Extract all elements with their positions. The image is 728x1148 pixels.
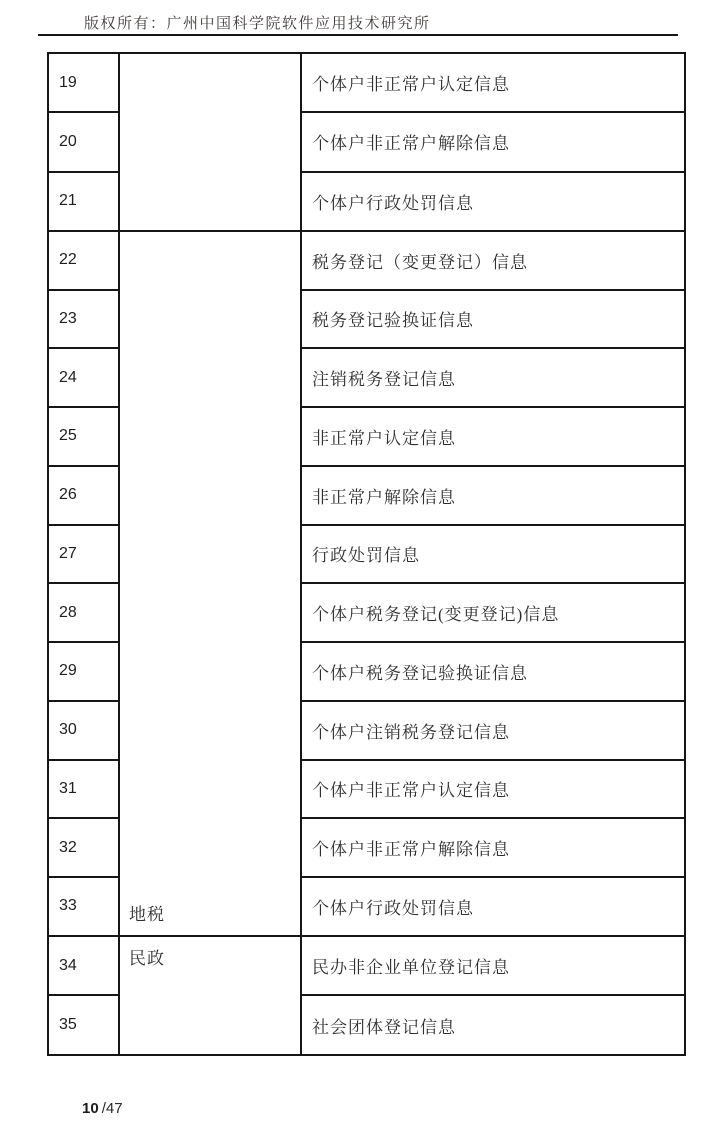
info-cell: 个体户税务登记(变更登记)信息	[302, 584, 684, 643]
info-cell: 社会团体登记信息	[312, 1017, 456, 1037]
row-number-cell: 23	[49, 291, 118, 350]
info-cell: 个体户行政处罚信息	[312, 898, 474, 918]
row-number-cell: 31	[49, 761, 118, 820]
row-number-cell: 20	[49, 113, 118, 172]
row-number-cell: 22	[49, 232, 118, 291]
table-group-continued	[49, 54, 684, 230]
row-number-cell: 26	[49, 467, 118, 526]
row-number-cell: 28	[49, 584, 118, 643]
info-cell: 个体户税务登记验换证信息	[302, 643, 684, 702]
copyright-header: 版权所有：广州中国科学院软件应用技术研究所	[84, 16, 431, 32]
category-cell-dishui	[120, 232, 302, 935]
row-number-cell: 24	[49, 349, 118, 408]
header-rule	[38, 34, 678, 36]
category-label: 地税	[129, 904, 165, 924]
info-cell: 个体户注销税务登记信息	[302, 702, 684, 761]
info-cell: 非正常户解除信息	[302, 467, 684, 526]
info-cell: 个体户行政处罚信息	[312, 193, 474, 213]
row-number-cell: 19	[49, 54, 118, 113]
info-cell: 税务登记验换证信息	[302, 291, 684, 350]
page-number-current: 10	[82, 1100, 99, 1117]
category-cell-minzheng	[120, 937, 302, 1054]
category-cell-empty	[120, 54, 302, 230]
table-group-dishui	[49, 230, 684, 935]
page-number	[82, 1100, 123, 1117]
info-column	[302, 232, 684, 935]
info-cell: 个体户非正常户认定信息	[302, 54, 684, 113]
info-cell: 个体户非正常户解除信息	[302, 113, 684, 172]
number-column	[49, 937, 120, 1054]
info-cell: 行政处罚信息	[302, 526, 684, 585]
info-cell: 非正常户认定信息	[302, 408, 684, 467]
row-number-cell: 30	[49, 702, 118, 761]
row-number-cell: 32	[49, 819, 118, 878]
row-number-cell: 21	[59, 192, 77, 210]
number-column	[49, 232, 120, 935]
info-cell: 个体户非正常户认定信息	[302, 761, 684, 820]
row-number-cell: 34	[49, 937, 118, 997]
info-table	[47, 52, 686, 1056]
info-cell: 注销税务登记信息	[302, 349, 684, 408]
row-number-cell: 29	[49, 643, 118, 702]
info-column	[302, 937, 684, 1054]
category-label: 民政	[129, 948, 165, 968]
row-number-cell: 33	[59, 897, 77, 915]
table-group-minzheng	[49, 935, 684, 1054]
info-column	[302, 54, 684, 230]
row-number-cell: 27	[49, 526, 118, 585]
info-cell: 税务登记（变更登记）信息	[302, 232, 684, 291]
row-number-cell: 35	[59, 1016, 77, 1034]
page-number-total: /47	[101, 1100, 123, 1117]
number-column	[49, 54, 120, 230]
info-cell: 民办非企业单位登记信息	[302, 937, 684, 997]
row-number-cell: 25	[49, 408, 118, 467]
info-cell: 个体户非正常户解除信息	[302, 819, 684, 878]
